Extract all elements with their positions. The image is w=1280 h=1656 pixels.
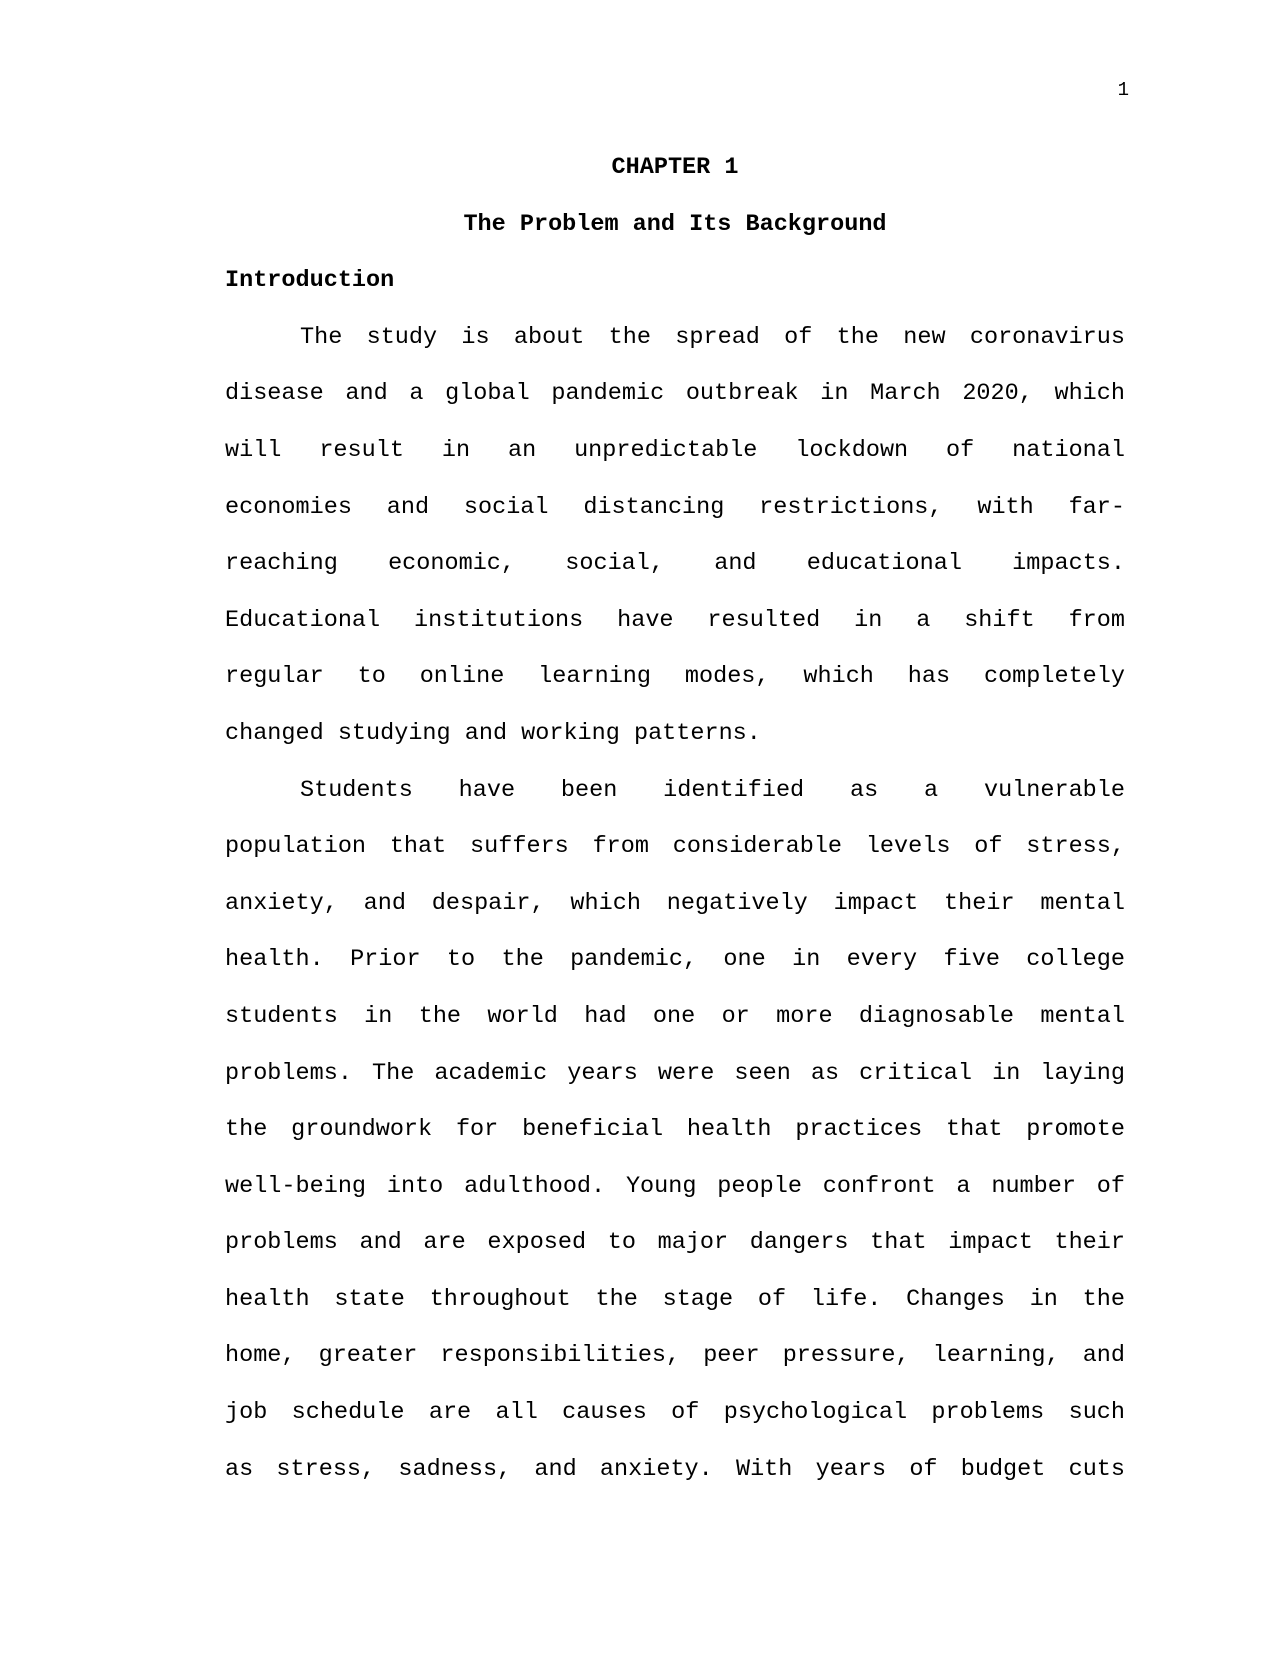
paragraph-line: disease and a global pandemic outbreak in March 2020, which: [225, 380, 1125, 408]
paragraph-line: Students have been identified as a vulnerable: [300, 776, 1125, 804]
document-body: [225, 140, 1125, 1498]
paragraph-1: [225, 310, 1125, 763]
paragraph-line: changed studying and working patterns.: [225, 719, 761, 747]
paragraph-line: health. Prior to the pandemic, one in every five college: [225, 946, 1125, 974]
paragraph-line: reaching economic, social, and educational impacts.: [225, 550, 1125, 578]
paragraph-line: the groundwork for beneficial health practices that promote: [225, 1116, 1125, 1144]
paragraph-line: well-being into adulthood. Young people confront a number of: [225, 1172, 1125, 1200]
paragraph-line: problems. The academic years were seen as critical in laying: [225, 1059, 1125, 1087]
paragraph-2: [225, 763, 1125, 1499]
paragraph-line: health state throughout the stage of life. Changes in the: [225, 1285, 1125, 1313]
paragraph-line: job schedule are all causes of psychological problems such: [225, 1399, 1125, 1427]
paragraph-line: home, greater responsibilities, peer pressure, learning, and: [225, 1342, 1125, 1370]
paragraph-line: as stress, sadness, and anxiety. With years of budget cuts: [225, 1455, 1125, 1483]
paragraph-line: anxiety, and despair, which negatively impact their mental: [225, 889, 1125, 917]
paragraph-line: Educational institutions have resulted in a shift from: [225, 606, 1125, 634]
paragraph-line: The study is about the spread of the new coronavirus: [300, 323, 1125, 351]
page-number: 1: [1117, 79, 1129, 101]
paragraph-line: problems and are exposed to major dangers that impact their: [225, 1229, 1125, 1257]
chapter-title: The Problem and Its Background: [463, 210, 887, 238]
chapter-label: CHAPTER 1: [611, 154, 739, 181]
paragraph-line: students in the world had one or more diagnosable mental: [225, 1002, 1125, 1030]
paragraph-line: regular to online learning modes, which has completely: [225, 663, 1125, 691]
paragraph-line: population that suffers from considerable levels of stress,: [225, 833, 1125, 861]
paragraph-line: economies and social distancing restrictions, with far-: [225, 493, 1125, 521]
paragraph-line: will result in an unpredictable lockdown of national: [225, 436, 1125, 464]
section-heading: Introduction: [225, 267, 395, 295]
